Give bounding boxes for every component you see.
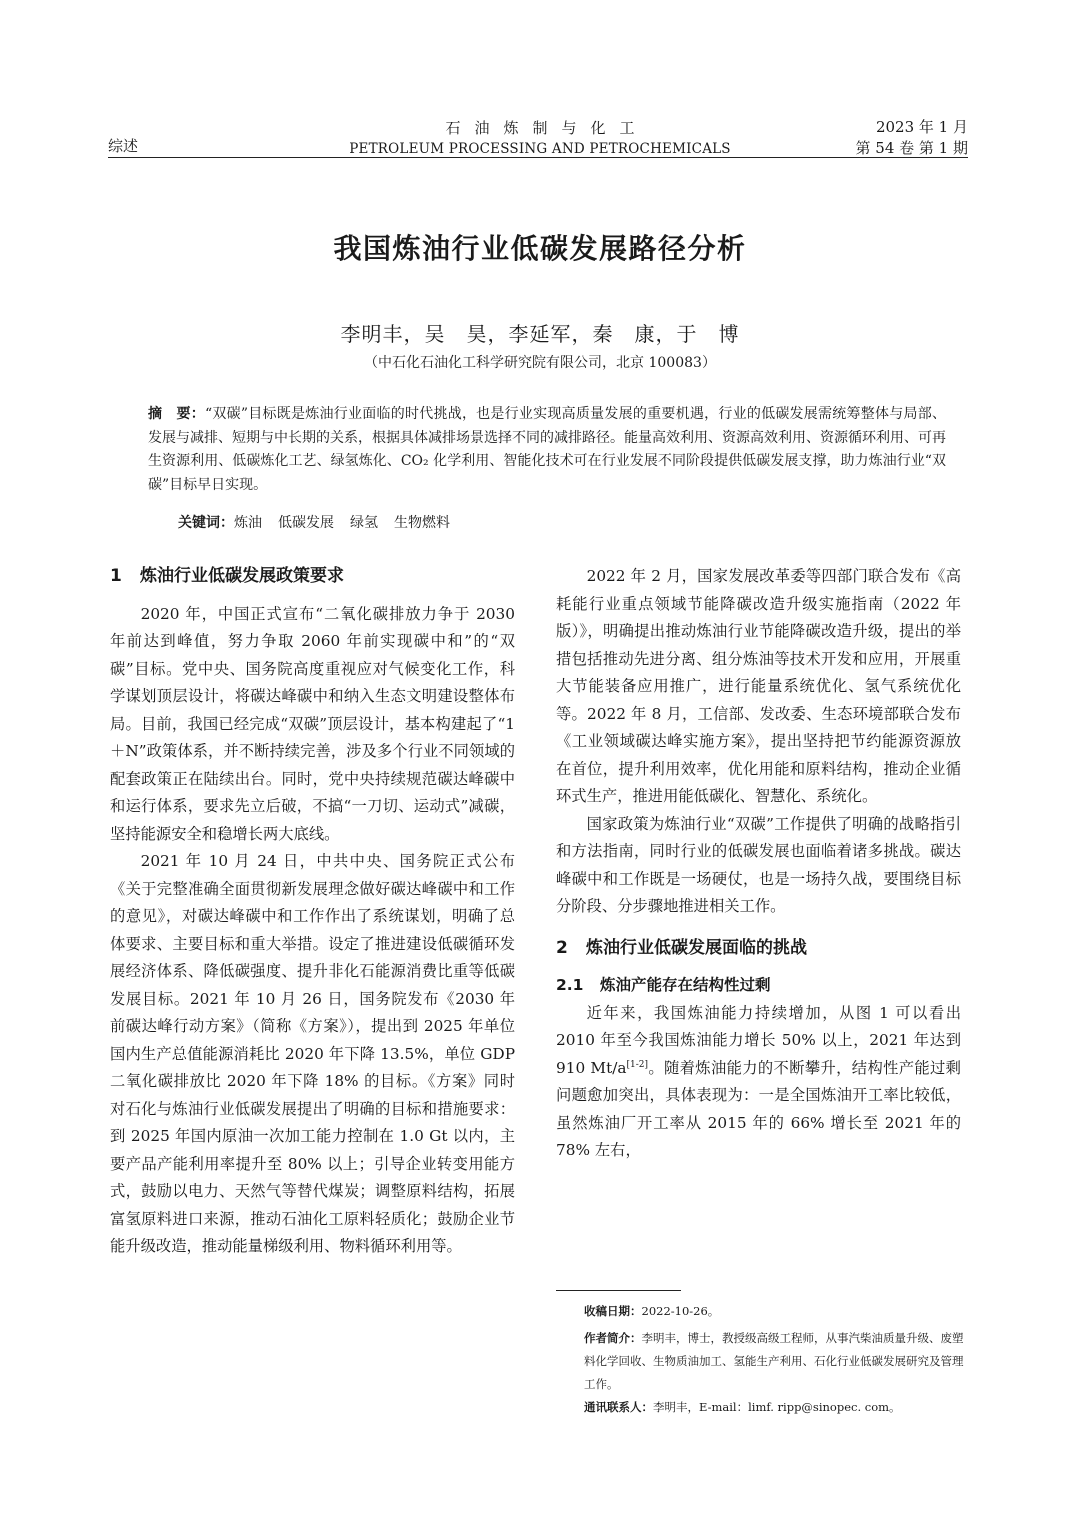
subsection-title: 炼油产能存在结构性过剩 — [600, 976, 771, 994]
keyword: 炼油 — [234, 515, 262, 531]
citation-ref[interactable]: [1-2] — [626, 1059, 649, 1070]
section-heading-1 — [110, 563, 515, 591]
header-rule — [108, 157, 968, 158]
section-number: 2 — [556, 937, 568, 958]
issue-info — [856, 117, 968, 159]
left-column — [110, 563, 515, 1261]
received-label: 收稿日期： — [584, 1304, 642, 1318]
bio-label: 作者简介： — [584, 1331, 642, 1345]
author-list: 李明丰，吴 昊，李延军，秦 康，于 博 — [340, 322, 740, 346]
abstract-text: “双碳”目标既是炼油行业面临的时代挑战，也是行业实现高质量发展的重要机遇，行业的低碳发展需统筹整体与局部、发展与减排、短期与中长期的关系，根据具体减排场景选择不同的减排路径。能量高效利用、资源高效利用、资源循环利用、可再生资源利用、低碳炼化工艺、绿氢炼化、CO₂ 化学利用、智能化技术可在行业发展不同阶段提供低碳发展支撑，助力炼油行业“双碳”目标早日实现。 — [148, 406, 947, 493]
footnote-rule — [556, 1290, 681, 1291]
keywords — [178, 512, 466, 532]
author-bio — [584, 1327, 964, 1396]
footnotes — [584, 1300, 964, 1419]
contact-label: 通讯联系人： — [584, 1400, 653, 1414]
issue-date: 2023 年 1 月 — [875, 118, 968, 136]
subsection-heading-2-1 — [556, 972, 961, 1000]
section-heading-2 — [556, 935, 961, 963]
body-paragraph: 国家政策为炼油行业“双碳”工作提供了明确的战略指引和方法指南，同时行业的低碳发展也面临着诸多挑战。碳达峰碳中和工作既是一场硬仗，也是一场持久战，要围绕目标分阶段、分步骤地推进相关工作。 — [556, 814, 961, 915]
paper-title: 我国炼油行业低碳发展路径分析 — [333, 232, 747, 265]
received-value: 2022-10-26。 — [641, 1304, 720, 1318]
section-title: 炼油行业低碳发展面临的挑战 — [586, 937, 807, 958]
bio-text: 李明丰，博士，教授级高级工程师，从事汽柴油质量升级、废塑料化学回收、生物质油加工、氢能生产利用、石化行业低碳发展研究及管理工作。 — [584, 1331, 964, 1391]
section-label: 综述 — [108, 137, 139, 155]
body-paragraph: 2022 年 2 月，国家发展改革委等四部门联合发布《高耗能行业重点领域节能降碳改造升级实施指南（2022 年版）》，明确提出推动炼油行业节能降碳改造升级，提出的举措包括推动先进分离、组分炼油等技术开发和应用，开展重大节能装备应用推广，进行能量系统优化、氢气系统优化等。2022 年 8 月，工信部、发改委、生态环境部联合发布《工业领域碳达峰实施方案》，提出坚持把节约能源资源放在首位，提升利用效率，优化用能和原料结构，推动企业循环式生产，推进用能低碳化、智慧化、系统化。 — [556, 567, 961, 805]
journal-name-en: PETROLEUM PROCESSING AND PETROCHEMICALS — [349, 141, 731, 157]
keyword: 绿氢 — [350, 515, 378, 531]
keyword: 生物燃料 — [394, 515, 450, 531]
abstract-label: 摘 要： — [148, 406, 205, 422]
contact-text[interactable]: 李明丰，E-mail：limf. ripp@sinopec. com。 — [653, 1400, 901, 1414]
section-number: 1 — [110, 566, 122, 586]
issue-volume: 第 54 卷 第 1 期 — [855, 139, 968, 157]
subsection-number: 2.1 — [556, 976, 584, 994]
section-title: 炼油行业低碳发展政策要求 — [140, 566, 344, 586]
right-column — [556, 563, 961, 1165]
affiliation: （中石化石油化工科学研究院有限公司，北京 100083） — [364, 355, 716, 371]
body-paragraph: 2021 年 10 月 24 日，中共中央、国务院正式公布《关于完整准确全面贯彻新发展理念做好碳达峰碳中和工作的意见》，对碳达峰碳中和工作作出了系统谋划，明确了总体要求、主要目标和重大举措。设定了推进建设低碳循环发展经济体系、降低碳强度、提升非化石能源消费比重等低碳发展目标。2021 年 10 月 26 日，国务院发布《2030 年前碳达峰行动方案》（简称《方案》），提出到 2025 年单位国内生产总值能源消耗比 2020 年下降 13.5%，单位 GDP 二氧化碳排放比 2020 年下降 18% 的目标。《方案》同时对石化与炼油行业低碳发展提出了明确的目标和措施要求：到 2025 年国内原油一次加工能力控制在 1.0 Gt 以内，主要产品产能利用率提升至 80% 以上；引导企业转变用能方式，鼓励以电力、天然气等替代煤炭；调整原料结构，拓展富氢原料进口来源，推动石油化工原料轻质化；鼓励企业节能升级改造，推动能量梯级利用、物料循环利用等。 — [110, 852, 515, 1255]
paragraph-text: 。随着炼油能力的不断攀升，结构性产能过剩问题愈加突出，具体表现为：一是全国炼油开工率比较低，虽然炼油厂开工率从 2015 年的 66% 增长至 2021 年的 78% 左右， — [556, 1058, 961, 1159]
received-date — [584, 1300, 964, 1323]
keyword: 低碳发展 — [278, 515, 334, 531]
journal-name-cn: 石油炼制与化工 — [445, 119, 649, 137]
keywords-label: 关键词： — [178, 515, 234, 531]
body-paragraph: 2020 年，中国正式宣布“二氧化碳排放力争于 2030 年前达到峰值，努力争取 2060 年前实现碳中和”的“双碳”目标。党中央、国务院高度重视应对气候变化工作，科学谋划顶层设计，将碳达峰碳中和纳入生态文明建设整体布局。目前，我国已经完成“双碳”顶层设计，基本构建起了“1＋N”政策体系，并不断持续完善，涉及多个行业不同领域的配套政策正在陆续出台。同时，党中央持续规范碳达峰碳中和运行体系，要求先立后破，不搞“一刀切、运动式”减碳，坚持能源安全和稳增长两大底线。 — [110, 604, 515, 843]
journal-header — [320, 117, 760, 157]
abstract — [148, 403, 946, 497]
contact-info — [584, 1396, 964, 1419]
body-paragraph — [556, 1000, 961, 1165]
paragraph-text: 近年来，我国炼油能力持续增加，从图 1 可以看出 2010 年至今我国炼油能力增长 50% 以上，2021 年达到 910 Mt/a — [556, 1003, 961, 1077]
